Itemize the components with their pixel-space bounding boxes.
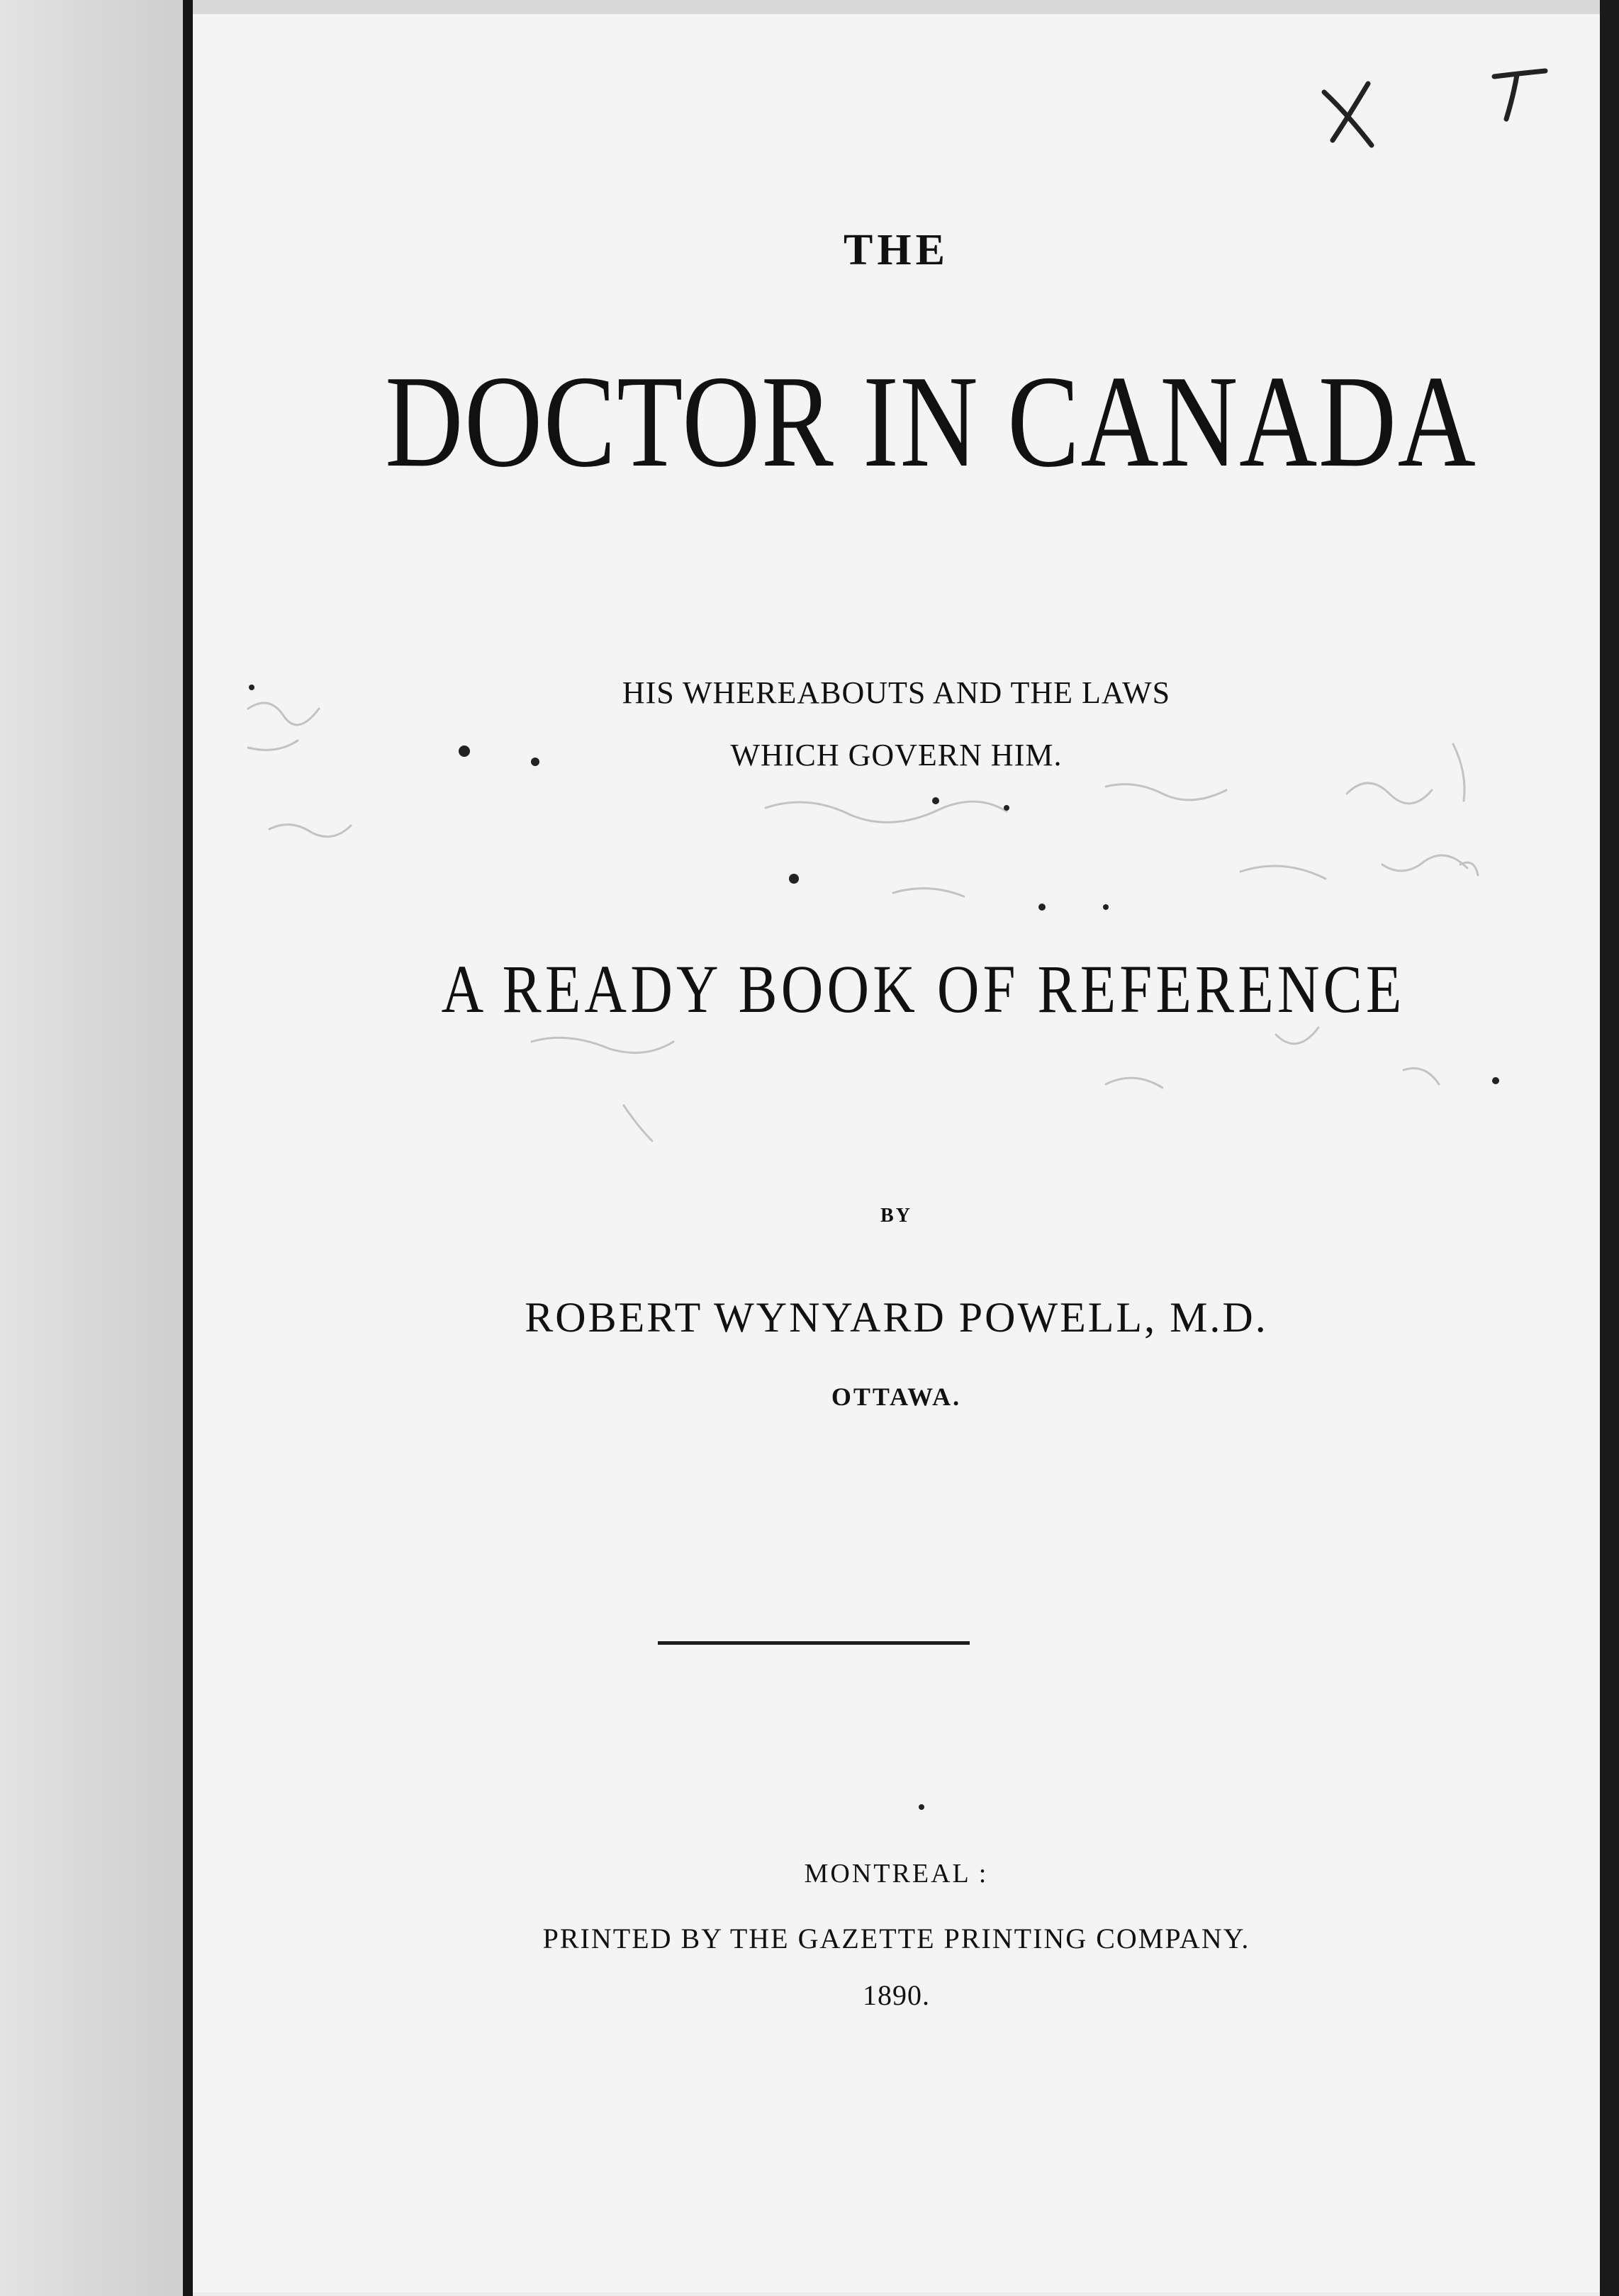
author-name: ROBERT WYNYARD POWELL, M.D. [525, 1294, 1268, 1341]
imprint-printer: PRINTED BY THE GAZETTE PRINTING COMPANY. [542, 1923, 1250, 1954]
subtitle-line-1: HIS WHEREABOUTS AND THE LAWS [622, 675, 1171, 710]
title-article: THE [844, 226, 949, 274]
imprint-city: MONTREAL : [804, 1859, 989, 1889]
main-title: DOCTOR IN CANADA [385, 349, 1477, 495]
subtitle-line-2: WHICH GOVERN HIM. [730, 738, 1063, 772]
tagline: A READY BOOK OF REFERENCE [441, 951, 1406, 1027]
imprint-year: 1890. [863, 1979, 930, 2011]
author-place: OTTAWA. [831, 1383, 962, 1411]
by-line: BY [880, 1205, 912, 1227]
facing-page-strip [0, 0, 183, 2296]
page-right-edge [1600, 0, 1619, 2296]
page-top-edge [193, 0, 1600, 14]
binding-gutter [183, 0, 193, 2296]
horizontal-rule [658, 1641, 970, 1645]
